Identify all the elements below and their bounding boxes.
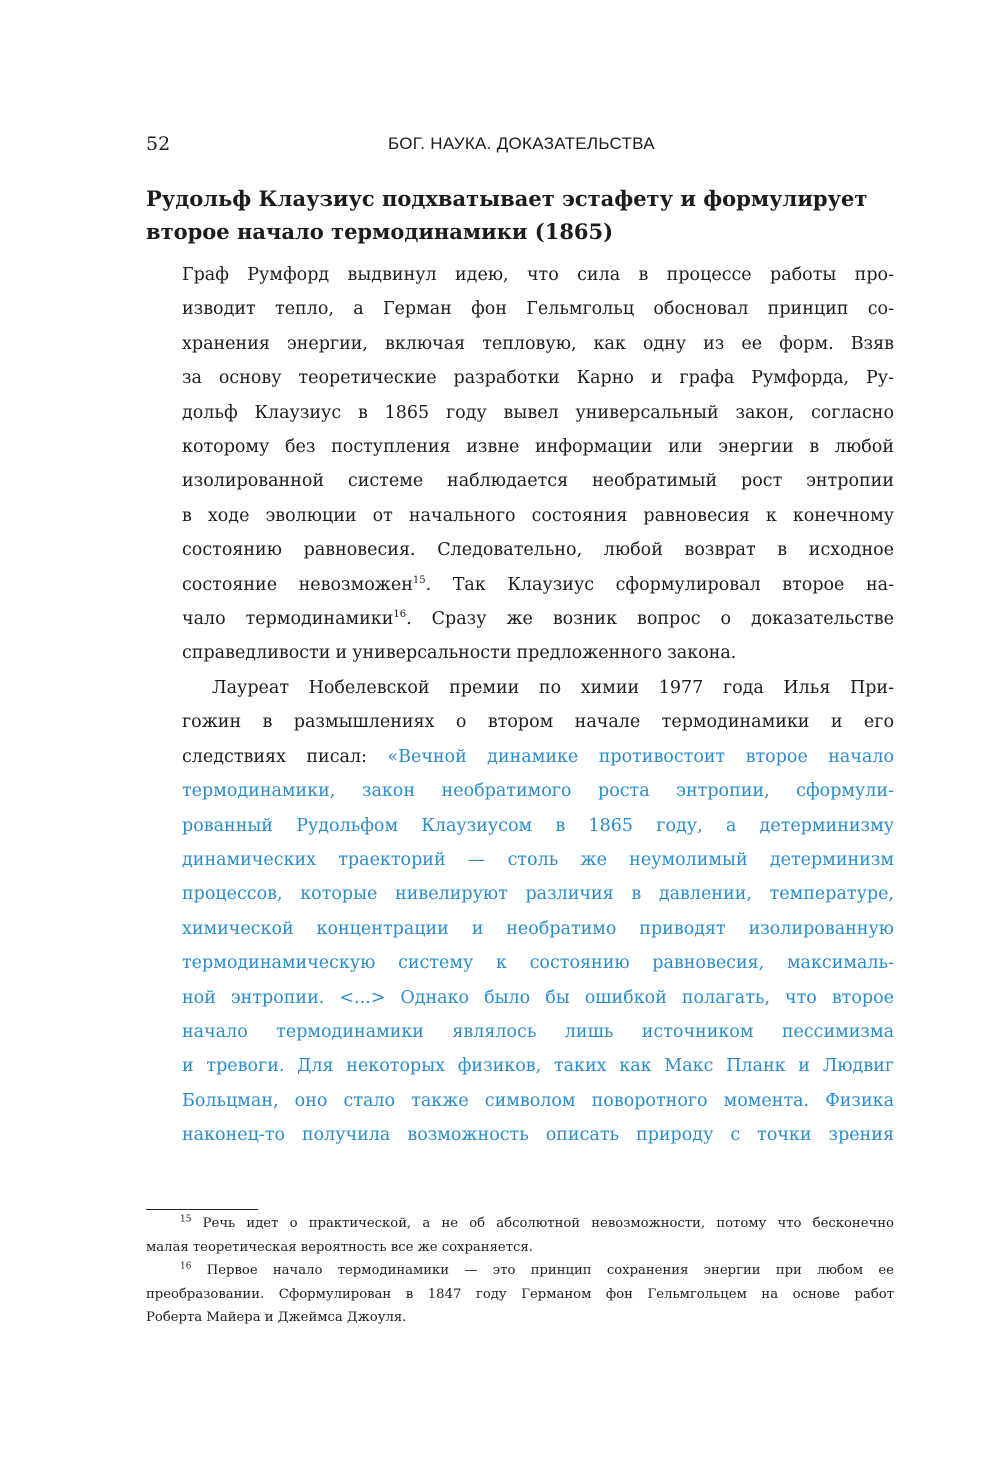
paragraph-2 [182, 671, 894, 1153]
text-fragment: . Сразу же возник вопрос о доказательстве [406, 609, 894, 630]
quote-line: химической концентрации и необратимо приводят изолированную [182, 918, 894, 939]
text-line: за основу теоретические разработки Карно и графа Румфорда, Ру- [182, 368, 894, 389]
footnote-text: Речь идет о практической, а не об абсолютной невозможности, потому что бесконечно [202, 1216, 894, 1231]
quote-line: динамических траекторий — столь же неумолимый детерминизм [182, 849, 894, 870]
quote-line: Больцман, оно стало также символом поворотного момента. Физика [182, 1090, 894, 1111]
text-line [182, 568, 894, 602]
footnote-15 [146, 1212, 894, 1259]
text-fragment: . Так Клаузиус сформулировал второе на- [425, 574, 894, 595]
footnote-text: Первое начало термодинамики — это принцип сохранения энергии при любом ее [206, 1263, 894, 1279]
text-line: в ходе эволюции от начального состояния равновесия к конечному [182, 505, 894, 526]
body-text [182, 258, 894, 1153]
text-line: изводит тепло, а Герман фон Гельмгольц обосновал принцип со- [182, 299, 894, 320]
text-line: которому без поступления извне информации или энергии в любой [182, 437, 894, 458]
heading-line-2: второе начало термодинамики (1865) [146, 219, 614, 244]
footnote-number: 15 [180, 1214, 192, 1225]
section-heading [146, 182, 886, 248]
text-line [182, 602, 894, 636]
running-head: БОГ. НАУКА. ДОКАЗАТЕЛЬСТВА [388, 134, 655, 153]
quote-line: термодинамики, закон необратимого роста энтропии, сформули- [182, 781, 894, 802]
text-line: справедливости и универсальности предложенного закона. [182, 643, 737, 664]
text-line: Граф Румфорд выдвинул идею, что сила в процессе работы про- [182, 265, 894, 285]
quote-line: начало термодинамики являлось лишь источником пессимизма [182, 1021, 894, 1042]
footnote-ref-15[interactable]: 15 [412, 574, 426, 586]
footnotes [146, 1212, 894, 1330]
text-line: гожин в размышлениях о втором начале термодинамики и его [182, 712, 894, 733]
heading-line-1: Рудольф Клаузиус подхватывает эстафету и формулирует [146, 186, 868, 211]
paragraph-1 [182, 258, 894, 671]
footnote-line [146, 1259, 894, 1283]
footnote-line: малая теоретическая вероятность все же сохраняется. [146, 1239, 533, 1255]
text-fragment: следствиях писал: [182, 746, 388, 767]
footnote-line: преобразовании. Сформулирован в 1847 году Германом фон Гельмгольцем на основе работ [146, 1286, 894, 1302]
text-fragment: чало термодинамики [182, 609, 394, 630]
footnote-rule [146, 1209, 258, 1210]
quote-line: наконец-то получила возможность описать природу с точки зрения [182, 1125, 894, 1146]
page-number: 52 [146, 133, 171, 155]
footnote-ref-16[interactable]: 16 [393, 609, 407, 621]
text-line: Лауреат Нобелевской премии по химии 1977 года Илья При- [212, 677, 894, 698]
quote-line: ной энтропии. <...> Однако было бы ошибкой полагать, что второе [182, 987, 894, 1008]
footnote-number: 16 [180, 1261, 192, 1272]
quote-start: «Вечной динамике противостоит второе начало [387, 746, 894, 767]
footnote-line [146, 1212, 894, 1236]
quote-line: термодинамическую систему к состоянию равновесия, максималь- [182, 953, 894, 974]
footnote-16 [146, 1259, 894, 1330]
text-fragment: состояние невозможен [182, 574, 413, 595]
text-line: состоянию равновесия. Следовательно, любой возврат в исходное [182, 540, 894, 561]
text-line: изолированной системе наблюдается необратимый рост энтропии [182, 471, 894, 492]
text-line [182, 740, 894, 774]
text-line: дольф Клаузиус в 1865 году вывел универсальный закон, согласно [182, 402, 894, 423]
quote-line: и тревоги. Для некоторых физиков, таких как Макс Планк и Людвиг [182, 1056, 894, 1077]
footnote-line: Роберта Майера и Джеймса Джоуля. [146, 1310, 407, 1326]
text-line: хранения энергии, включая тепловую, как одну из ее форм. Взяв [182, 333, 894, 354]
quote-line: процессов, которые нивелируют различия в давлении, температуре, [182, 884, 894, 905]
quote-line: рованный Рудольфом Клаузиусом в 1865 году, а детерминизму [182, 815, 894, 836]
